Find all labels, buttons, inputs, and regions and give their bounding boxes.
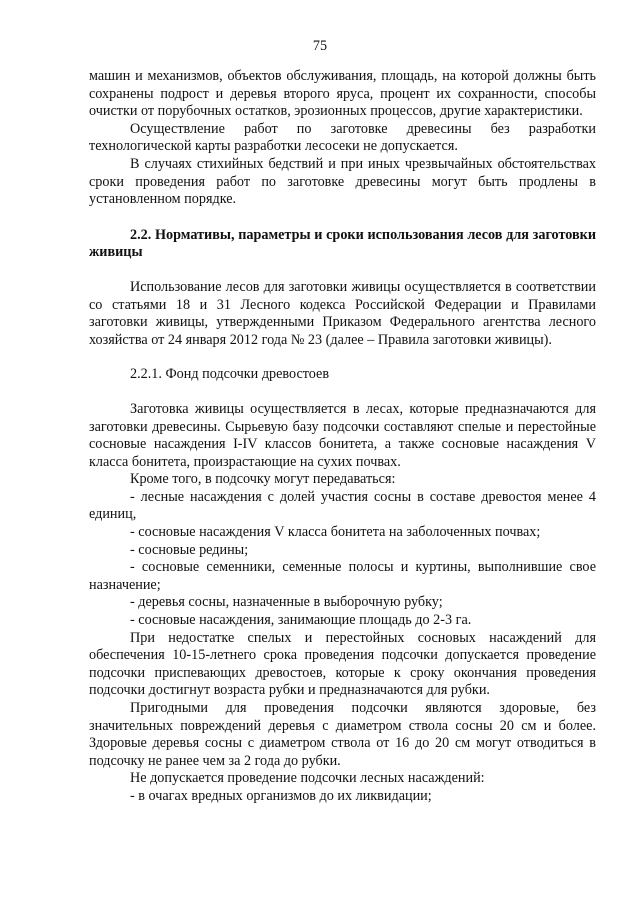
paragraph: В случаях стихийных бедствий и при иных чрезвычайных обстоятельствах сроки проведения работ по заготовке древесины могут быть продлены в установленном порядке. <box>89 155 596 208</box>
section-heading: 2.2. Нормативы, параметры и сроки использования лесов для заготовки живицы <box>89 226 596 261</box>
paragraph: Кроме того, в подсочку могут передаваться: <box>130 471 396 488</box>
paragraph: При недостатке спелых и перестойных сосновых насаждений для обеспечения 10-15-летнего срока проведения подсочки допускается проведение подсочки приспевающих древостоев, которые к сроку окончания проведения подсочки достигнут возраста рубки и предназначаются для рубки. <box>89 629 596 699</box>
paragraph: Использование лесов для заготовки живицы осуществляется в соответствии со статьями 18 и 31 Лесного кодекса Российской Федерации и Правилами заготовки живицы, утвержденными Приказом Федерального агентства лесного хозяйства от 24 января 2012 года № 23 (далее – Правила заготовки живицы). <box>89 278 596 348</box>
paragraph: Пригодными для проведения подсочки являются здоровые, без значительных повреждений деревья с диаметром ствола сосны 20 см и более. Здоровые деревья сосны с диаметром ствола от 16 до 20 см могут отводиться в подсочку не ранее чем за 2 года до рубки. <box>89 700 596 769</box>
paragraph: Заготовка живицы осуществляется в лесах, которые предназначаются для заготовки древесины. Сырьевую базу подсочки составляют спелые и перестойные сосновые насаждения I-IV классов бонитета, а также сосновые насаждения V класса бонитета, произрастающие на сухих почвах. <box>89 400 596 470</box>
list-item: - сосновые насаждения, занимающие площадь до 2-3 га. <box>130 612 472 629</box>
paragraph: Не допускается проведение подсочки лесных насаждений: <box>130 770 485 787</box>
paragraph: машин и механизмов, объектов обслуживания, площадь, на которой должны быть сохранены подрост и деревья второго яруса, процент их сохранности, способы очистки от порубочных остатков, эрозионных процессов, другие характеристики. <box>89 68 596 120</box>
page-content <box>89 68 596 806</box>
subsection-heading: 2.2.1. Фонд подсочки древостоев <box>130 366 330 383</box>
list-item: - сосновые насаждения V класса бонитета на заболоченных почвах; <box>130 524 541 541</box>
paragraph: Осуществление работ по заготовке древесины без разработки технологической карты разработки лесосеки не допускается. <box>89 120 596 155</box>
list-item: - сосновые семенники, семенные полосы и куртины, выполнившие свое назначение; <box>89 559 596 593</box>
list-item: - в очагах вредных организмов до их ликвидации; <box>130 787 432 804</box>
page-number: 75 <box>312 38 328 54</box>
list-item: - лесные насаждения с долей участия сосны в составе древостоя менее 4 единиц, <box>89 488 596 523</box>
list-item: - сосновые редины; <box>130 541 249 558</box>
list-item: - деревья сосны, назначенные в выборочную рубку; <box>130 594 443 611</box>
